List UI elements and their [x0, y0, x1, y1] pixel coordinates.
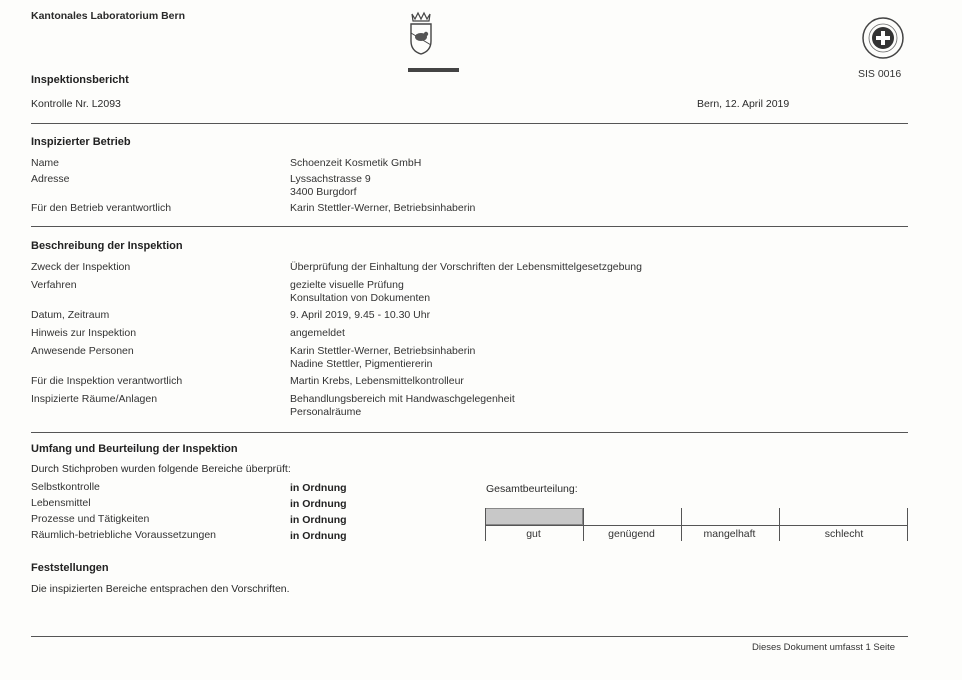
scope-item-label: Selbstkontrolle — [31, 481, 100, 493]
doc-title: Inspektionsbericht — [31, 74, 129, 86]
scale-line — [485, 525, 908, 526]
notice-value: angemeldet — [290, 327, 345, 339]
place-date: Bern, 12. April 2019 — [697, 98, 790, 110]
rooms-value: Behandlungsbereich mit Handwaschgelegenheit Personalräume — [290, 393, 515, 418]
inspection-heading: Beschreibung der Inspektion — [31, 240, 183, 252]
rooms-label: Inspizierte Räume/Anlagen — [31, 393, 158, 405]
business-name-value: Schoenzeit Kosmetik GmbH — [290, 157, 422, 169]
address-label: Adresse — [31, 173, 70, 185]
scope-heading: Umfang und Beurteilung der Inspektion — [31, 443, 238, 455]
business-heading: Inspizierter Betrieb — [31, 136, 131, 148]
divider — [31, 123, 908, 124]
business-responsible-label: Für den Betrieb verantwortlich — [31, 202, 172, 214]
procedure-label: Verfahren — [31, 279, 77, 291]
page-count-note: Dieses Dokument umfasst 1 Seite — [752, 642, 896, 653]
date-time-value: 9. April 2019, 9.45 - 10.30 Uhr — [290, 309, 431, 321]
lab-name: Kantonales Laboratorium Bern — [31, 10, 186, 22]
business-responsible-value: Karin Stettler-Werner, Betriebsinhaberin — [290, 202, 476, 214]
scope-item-label: Räumlich-betriebliche Voraussetzungen — [31, 529, 217, 541]
address-value: Lyssachstrasse 9 3400 Burgdorf — [290, 173, 371, 198]
bern-coat-of-arms-icon — [407, 11, 435, 60]
scale-label-schlecht: schlecht — [824, 528, 864, 540]
scope-item-status: in Ordnung — [290, 482, 347, 494]
overall-label: Gesamtbeurteilung: — [486, 483, 578, 495]
findings-text: Die inspizierten Bereiche entsprachen den Vorschriften. — [31, 583, 290, 595]
scale-label-mangelhaft: mangelhaft — [703, 528, 756, 540]
scope-intro: Durch Stichproben wurden folgende Bereiche überprüft: — [31, 463, 291, 475]
control-number: Kontrolle Nr. L2093 — [31, 98, 121, 110]
inspector-value: Martin Krebs, Lebensmittelkontrolleur — [290, 375, 464, 387]
header-bar — [408, 68, 459, 72]
purpose-label: Zweck der Inspektion — [31, 261, 131, 273]
date-time-label: Datum, Zeitraum — [31, 309, 110, 321]
swiss-cert-seal-icon — [858, 16, 908, 65]
rating-selected-shade — [485, 508, 583, 525]
procedure-value: gezielte visuelle Prüfung Konsultation von Dokumenten — [290, 279, 431, 304]
findings-heading: Feststellungen — [31, 562, 109, 574]
footer-divider — [31, 636, 908, 637]
scale-label-gut: gut — [526, 528, 541, 540]
notice-label: Hinweis zur Inspektion — [31, 327, 137, 339]
divider — [31, 226, 908, 227]
scope-item-status: in Ordnung — [290, 530, 347, 542]
divider — [31, 432, 908, 433]
purpose-value: Überprüfung der Einhaltung der Vorschriften der Lebensmittelgesetzgebung — [290, 261, 642, 273]
business-name-label: Name — [31, 157, 60, 169]
inspector-label: Für die Inspektion verantwortlich — [31, 375, 183, 387]
scope-item-status: in Ordnung — [290, 514, 347, 526]
present-persons-label: Anwesende Personen — [31, 345, 134, 357]
cert-code: SIS 0016 — [858, 68, 902, 80]
scope-item-label: Lebensmittel — [31, 497, 91, 509]
present-persons-value: Karin Stettler-Werner, Betriebsinhaberin Nadine Stettler, Pigmentiererin — [290, 345, 476, 370]
scope-item-status: in Ordnung — [290, 498, 347, 510]
scope-item-label: Prozesse und Tätigkeiten — [31, 513, 150, 525]
scale-label-genuegend: genügend — [608, 528, 655, 540]
